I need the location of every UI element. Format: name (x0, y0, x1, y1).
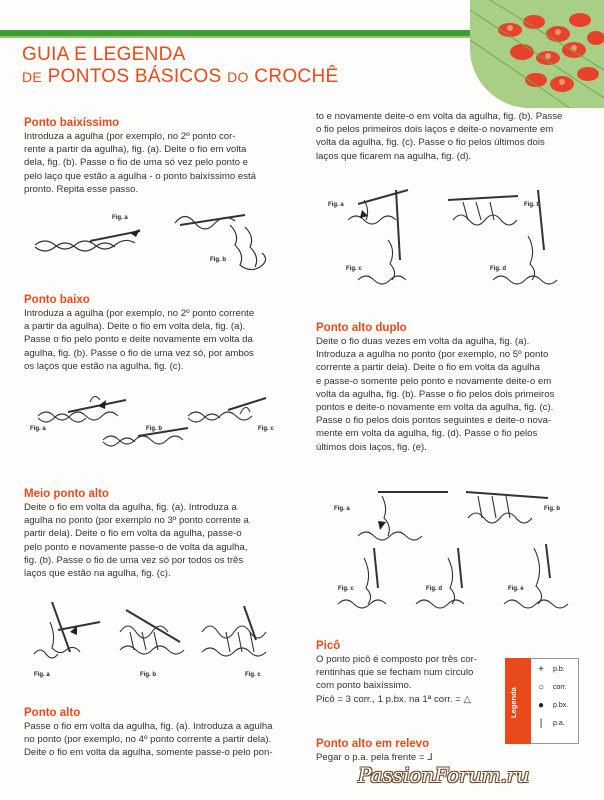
section-title-ponto-baixo: Ponto baixo (24, 294, 90, 306)
figure-ponto-alto (318, 180, 588, 300)
figure-ponto-baixissimo (30, 205, 290, 285)
crochet-photo (470, 0, 604, 108)
text-line: partir dela). Deite o fio em volta da agulha, passe-o (24, 528, 242, 540)
text-line: pelo laço que estão a agulha - o ponto baixíssimo está (24, 170, 257, 182)
text-line: Passe o fio em volta da agulha, fig. (a). Introduza a agulha (24, 721, 273, 732)
section-title-pico: Picô (316, 640, 341, 652)
fig-label: Fig. c (338, 586, 354, 592)
plus-icon: + (538, 664, 544, 675)
text-line: pelo ponto e novamente passe-o de volta da agulha, (24, 541, 248, 553)
fig-label: Fig. c (346, 266, 362, 272)
subtitle-do: DO (227, 69, 249, 85)
section-title-ponto-alto-duplo: Ponto alto duplo (316, 322, 407, 334)
page-title: GUIA E LEGENDA (22, 44, 186, 65)
fig-label: Fig. a (112, 215, 128, 221)
text-line: pronto. Repita esse passo. (24, 183, 139, 195)
legend-label: p.bx. (553, 702, 569, 709)
text-line: Deite o fio duas vezes em volta da agulha, fig. (a). (316, 336, 530, 347)
text-line: volta da agulha, fig. (c). Passe o fio pelos últimos dois (316, 137, 545, 149)
fig-label: Fig. b (210, 257, 226, 263)
text-line: últimos dois laços, fig. (e). (316, 441, 427, 453)
dot-icon: ● (537, 700, 545, 711)
text-line: O ponto picô é composto por três cor- (316, 654, 478, 665)
text-line: rente a partir da agulha), fig. (a). Deite o fio em volta (24, 144, 247, 156)
fig-label: Fig. b (146, 426, 162, 432)
circle-outline-icon: ○ (537, 682, 545, 693)
text-line: Picô = 3 corr., 1 p.bx. na 1ª corr. = △ (316, 693, 471, 705)
text-line: laços que estão na agulha, fig. (c). (24, 568, 171, 580)
text-line: pontos e deite-o novamente em volta da agulha, fig. (c). (316, 402, 554, 414)
text-ponto-alto-continued (316, 110, 586, 163)
text-meio-ponto-alto (24, 501, 296, 580)
text-line: corrente a partir dela). Deite o fio em volta da agulha (316, 362, 540, 374)
text-line: Deite o fio em volta da agulha, somente passe-o pelo pon- (24, 747, 273, 759)
text-ponto-baixissimo (24, 130, 296, 196)
legend-item-pa (533, 718, 565, 729)
text-line: Deite o fio em volta da agulha, fig. (a). Introduza a (24, 502, 237, 513)
text-line: to e novamente deite-o em volta da agulha, fig. (b). Passe (316, 111, 563, 122)
text-line: Introduza a agulha (por exemplo, no 2º ponto corrente (24, 308, 255, 319)
page-subtitle (22, 66, 338, 88)
text-line: agulha, fig. (b). Passe o fio de uma vez só, por ambos (24, 347, 254, 359)
text-line: Passe o fio pelo ponto e deite novamente em volta da (24, 334, 253, 346)
fig-label: Fig. a (30, 426, 46, 432)
fig-label: Fig. b (544, 506, 560, 512)
subtitle-de: DE (22, 69, 43, 85)
text-line: no ponto (por exemplo, no 4º ponto corrente a partir dela). (24, 734, 272, 746)
text-line: com ponto baixíssimo. (316, 680, 412, 692)
watermark: PassionForum.ru (358, 763, 530, 787)
text-line: o fio pelos primeiros dois laços e deite-o novamente em (316, 124, 554, 136)
text-line: laços que ficarem na agulha, fig. (d). (316, 150, 472, 162)
header-bar-accent (0, 36, 470, 38)
fig-label: Fig. e (508, 586, 524, 592)
text-ponto-alto-duplo (316, 335, 586, 454)
legend-item-pb (533, 664, 565, 675)
subtitle-main: PONTOS BÁSICOS (47, 66, 222, 87)
fig-label: Fig. c (245, 672, 261, 678)
text-ponto-alto-relevo: Pegar o p.a. pela frente = ⅃ (316, 752, 433, 763)
subtitle-end: CROCHÊ (254, 66, 339, 87)
text-line: agulha no ponto (por exemplo no 3º ponto corrente a (24, 515, 249, 527)
text-line: volta da agulha, fig. (b). Passe o fio pelos dois primeiros (316, 388, 555, 400)
text-line: rentinhas que se fecham num círculo (316, 667, 474, 679)
legend-title: Legenda (509, 687, 518, 718)
text-pico (316, 653, 502, 706)
text-line: mente em volta da agulha, fig. (d). Passe o fio pelos (316, 428, 538, 440)
fig-label: Fig. c (258, 426, 274, 432)
text-line: os laços que estão na agulha, fig. (c). (24, 360, 184, 372)
text-ponto-alto (24, 720, 296, 760)
vertical-bar-icon: | (539, 718, 543, 729)
text-line: Introduza a agulha no ponto (por exemplo, no 5º ponto (316, 349, 549, 361)
text-line: dela, fig. (b). Passe o fio de uma só vez pelo ponto e (24, 157, 248, 169)
fig-label: Fig. a (328, 202, 344, 208)
legend-item-pbx (533, 700, 568, 711)
fig-label: Fig. b (140, 672, 156, 678)
figure-meio-ponto-alto (30, 592, 294, 682)
fig-label: Fig. a (334, 506, 350, 512)
text-line: fig. (b). Passe o fio de uma vez só por todos os três (24, 554, 244, 566)
legend-label: p.a. (553, 720, 565, 727)
fig-label: Fig. d (426, 586, 442, 592)
figure-ponto-alto-duplo (318, 478, 588, 618)
fig-label: Fig. b (524, 202, 540, 208)
figure-ponto-baixo (28, 388, 290, 458)
legend-item-corr (533, 682, 567, 693)
text-ponto-baixo (24, 307, 296, 373)
section-title-ponto-baixissimo: Ponto baixíssimo (24, 117, 120, 129)
legend-label: corr. (553, 684, 567, 691)
fig-label: Fig. d (490, 266, 506, 272)
section-title-ponto-alto: Ponto alto (24, 707, 81, 719)
section-title-ponto-alto-relevo: Ponto alto em relevo (316, 738, 430, 750)
text-line: a partir da agulha). Deite o fio em volta dela, fig. (a). (24, 321, 246, 333)
legend-tab (505, 658, 531, 744)
legend-label: p.b. (553, 666, 565, 673)
fig-label: Fig. a (34, 672, 50, 678)
section-title-meio-ponto-alto: Meio ponto alto (24, 488, 109, 500)
text-line: Introduza a agulha (por exemplo, no 2º ponto cor- (24, 131, 236, 142)
text-line: Passe o fio pelos dois pontos seguintes e deite-o nova- (316, 415, 552, 427)
text-line: e passe-o somente pelo ponto e novamente deite-o em (316, 375, 552, 387)
